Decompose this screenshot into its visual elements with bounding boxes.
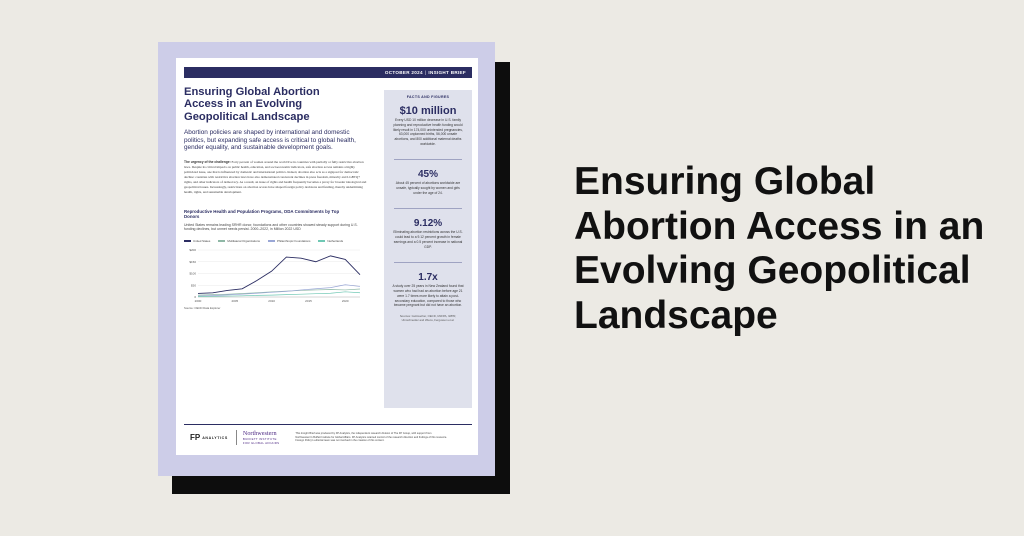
fp-analytics-logo [190,433,228,442]
footer-disclaimer: This Insight Brief was produced by FP Analytics, the independent research division of The FP Group, with support from Northwestern's Buffett Institute for Global Affairs. FP Analytics retained control of the research direction and findings of this resource. Foreign Policy's editorial team was not involved in the creation of this content. [295,432,448,443]
fact-item [384,105,472,147]
legend-label: Multilateral Organizations [227,239,260,243]
odA-line-chart [184,247,364,305]
series-line [198,256,360,294]
fact-item [384,169,472,195]
chart-legend [184,239,370,243]
legend-entry [318,239,343,243]
sidebar-heading: FACTS AND FIGURES [406,95,450,99]
y-tick-label: $50 [190,283,196,288]
chart-subtitle: United States remains leading SRHR donor, foundations and other countries showed steady support during U.S. funding declines, but unmet needs persist. 2000–2022, in Million 2022 USD [184,222,358,232]
fact-value: 1.7x [418,272,438,284]
legend-entry [268,239,310,243]
header-date: OCTOBER 2024 [384,70,423,75]
legend-swatch [218,240,225,241]
main-column [184,86,370,310]
x-tick-label: 2015 [305,299,312,303]
sidebar-sources: Sources: Guttmacher, OECD, UNFPA, IWPR, Ulmschneider and Wiens, Fergusson et al. [399,314,457,323]
fact-value: $10 million [399,105,457,117]
x-tick-label: 2005 [231,299,239,303]
fact-item [384,218,472,249]
y-tick-label: $150 [189,259,196,264]
header-type: INSIGHT BRIEF [428,70,466,75]
y-tick-label: $100 [189,271,196,276]
x-tick-label: 2020 [341,299,349,303]
fp-logo-mark: FP [190,433,201,442]
northwestern-logo [236,430,279,445]
fact-text: About 45 percent of abortions worldwide are unsafe, typically sought by women and girls under the age of 24. [395,181,461,195]
legend-label: United States [193,239,211,243]
fact-item [384,272,472,308]
x-tick-label: 2000 [194,299,202,303]
hero-title: Ensuring Global Abortion Access in an Evolving Geopolitical Landscape [574,160,985,337]
sidebar-divider [394,208,462,209]
buffett-line-1: BUFFETT INSTITUTE [242,436,277,441]
buffett-line-2: FOR GLOBAL AFFAIRS [242,441,280,445]
legend-entry [218,239,260,243]
legend-swatch [184,240,191,241]
document-header-bar: OCTOBER 2024 | INSIGHT BRIEF [184,67,472,78]
document-subtitle: Abortion policies are shaped by international and domestic politics, but expanding safe access is critical to global health, gender equality, and sustainable development goals. [184,129,356,152]
legend-label: Netherlands [327,239,344,243]
fact-text: Eliminating abortion restrictions across the U.S. could lead to a 9.12 percent growth in female earnings and a 0.5 percent increase in national GDP. [393,230,463,249]
legend-swatch [268,240,275,241]
fact-value: 45% [417,169,438,181]
document-footer [184,424,472,450]
chart-source: Source: OECD Data Explorer [184,306,221,310]
insight-brief-document [176,58,478,455]
legend-swatch [318,240,325,241]
fact-value: 9.12% [413,218,443,230]
body-lead: The urgency of the challenge: [184,160,231,164]
fact-text: Every USD 10 million decrease in U.S. family planning and reproductive health funding would likely result in 174,000 unintended pregnancies, 63,000 unplanned births, 56,000 unsafe abortions, and 800 additional maternal deaths worldwide. [393,118,463,146]
sidebar-divider [394,159,462,160]
northwestern-wordmark: Northwestern [242,429,277,437]
y-tick-label: 0 [194,295,196,299]
fp-logo-tag: ANALYTICS [202,435,228,440]
x-tick-label: 2010 [268,299,275,303]
document-title: Ensuring Global Abortion Access in an Evolving Geopolitical Landscape [184,86,320,123]
legend-label: Philanthropic Foundations [276,239,311,243]
facts-sidebar [384,90,472,408]
sidebar-divider [394,262,462,263]
legend-entry [184,239,210,243]
body-text: Forty percent of women around the world live in countries with partially or fully restrictive abortion laws. Despite its critical impacts on public health, education, and socioeconomic indicators, safe abortion access remains a highly politicized issue, one that is influenced by domestic and international politics. Indeed, abortion also acts as a signpost for democratic decline: countries with restrictive abortion laws have also demonstrated concurrent declines in press freedom, minority and LGBTQ+ rights, and other indicators of democracy. As a result, an issue of rights and health frequently becomes a proxy for broader ideological and geopolitical issues. Increasingly, restrictions on abortion access have shaped foreign policy decisions and funding, thereby undermining health, rights, and sustainable development. [184,160,367,194]
y-tick-label: $200 [189,248,196,252]
document-body [184,160,368,195]
fact-text: A study over 25 years in New Zealand found that women who had had an abortion before age 21 were 1.7 times more likely to attain a post-secondary education, compared to those who became pregnant but did not have an abortion. [392,284,464,308]
chart-title: Reproductive Health and Population Programs, ODA Commitments by Top Donors [184,209,340,220]
